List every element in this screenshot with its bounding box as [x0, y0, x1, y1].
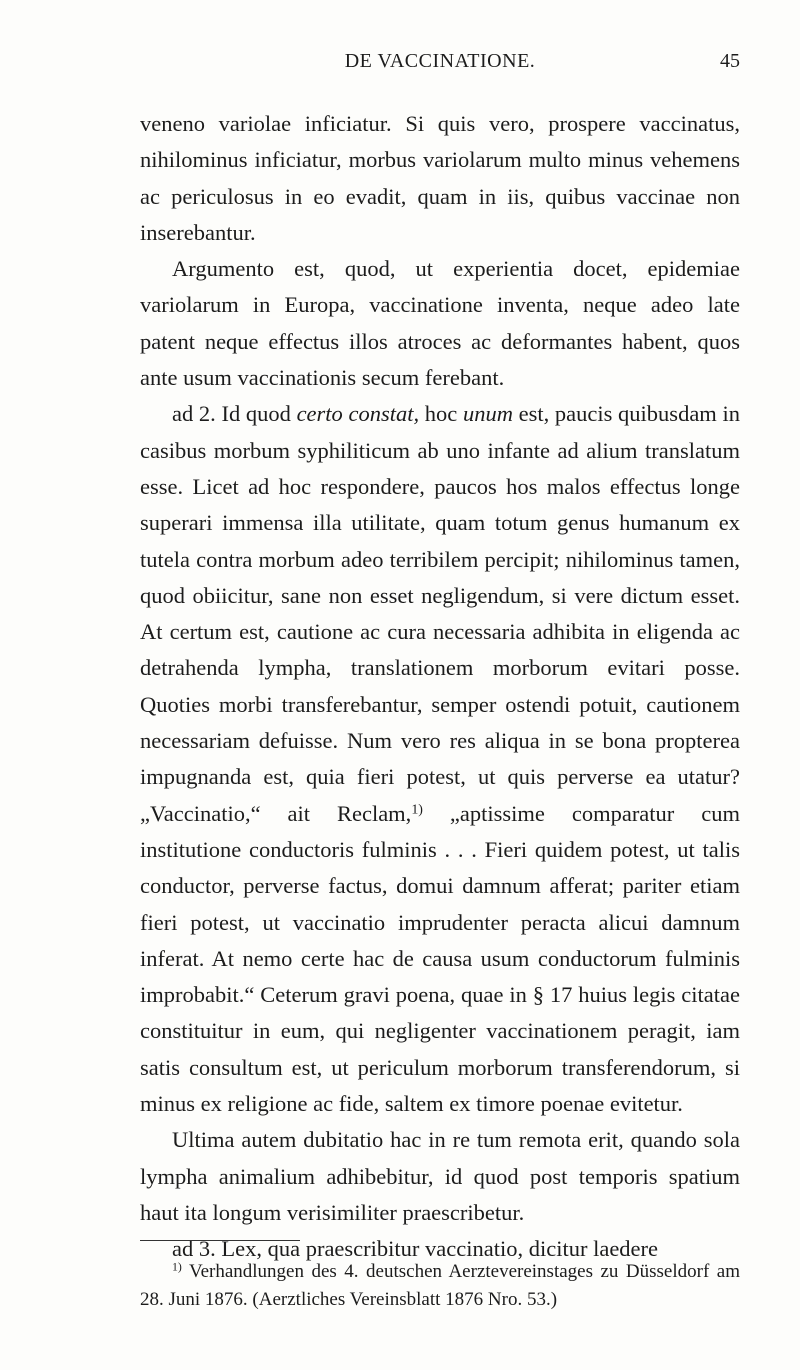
paragraph-3-part-2: hoc [419, 401, 463, 427]
italic-certo-constat: certo constat, [296, 401, 420, 427]
footnote-reference: 1) [411, 801, 423, 817]
paragraph-3 [140, 396, 740, 1122]
paragraph-4: Ultima autem dubitatio hac in re tum remota erit, quando sola lympha animalium adhibebitur, id quod post temporis spatium haut ita longum verisimiliter praescribetur. [140, 1127, 740, 1225]
paragraph-2: Argumento est, quod, ut experientia docet, epidemiae variolarum in Europa, vaccinatione inventa, neque adeo late patent neque effectus illos atroces ac deformantes habent, quos ante usum vaccinationis secum ferebant. [140, 256, 740, 391]
paragraph-1: veneno variolae inficiatur. Si quis vero, prospere vaccinatus, nihilominus inficiatur, morbus variolarum multo minus vehemens ac periculosus in eo evadit, quam in iis, quibus vaccinae non inserebantur. [140, 111, 740, 245]
paragraph-3-part-3: est, paucis quibusdam in casibus morbum syphiliticum ab uno infante ad alium translatum esse. Licet ad hoc respondere, paucos hos malos effectus longe superari immensa illa utilitate, quam totum genus humanum ex tutela contra morbum adeo terribilem percipit; nihilominus tamen, quod obiicitur, sane non esset negligendum, si vere dictum esset. At certum est, cautione ac cura necessaria adhibita in eligenda ac detrahenda lympha, translationem morborum evitari posse. Quoties morbi transferebantur, semper ostendi potuit, cautionem necessariam defuisse. Num vero res aliqua in se bona propterea impugnanda est, quia fieri potest, ut quis perverse ea utatur? „Vaccinatio,“ ait Reclam, [140, 401, 740, 826]
body-text [140, 106, 740, 1268]
footnote [140, 1258, 740, 1314]
running-head [140, 50, 740, 80]
footnote-divider [140, 1240, 300, 1241]
footnote-text: Verhandlungen des 4. deutschen Aerztevereinstages zu Düsseldorf am 28. Juni 1876. (Aerztliches Vereinsblatt 1876 Nro. 53.) [140, 1261, 740, 1310]
page-number: 45 [720, 50, 740, 72]
paragraph-3-part-1: ad 2. Id quod [172, 401, 297, 427]
footnote-mark: 1) [172, 1260, 182, 1274]
running-title: DE VACCINATIONE. [344, 50, 536, 72]
italic-unum: unum [462, 401, 513, 427]
paragraph-3-part-4: „aptissime comparatur cum institutione conductoris fulminis . . . Fieri quidem potest, ut talis conductor, perverse factus, domui damnum afferat; pariter etiam fieri potest, ut vaccinatio imprudenter peracta alicui damnum inferat. At nemo certe hac de causa usum conductorum fulminis improbabit.“ Ceterum gravi poena, quae in § 17 huius legis citatae constituitur in eum, qui negligenter vaccinationem peragit, iam satis consultum est, ut periculum morborum transferendorum, si minus ex religione ac fide, saltem ex timore poenae evitetur. [140, 800, 740, 1117]
paragraph-5: ad 3. Lex, qua praescribitur vaccinatio, dicitur laedere [172, 1236, 659, 1262]
